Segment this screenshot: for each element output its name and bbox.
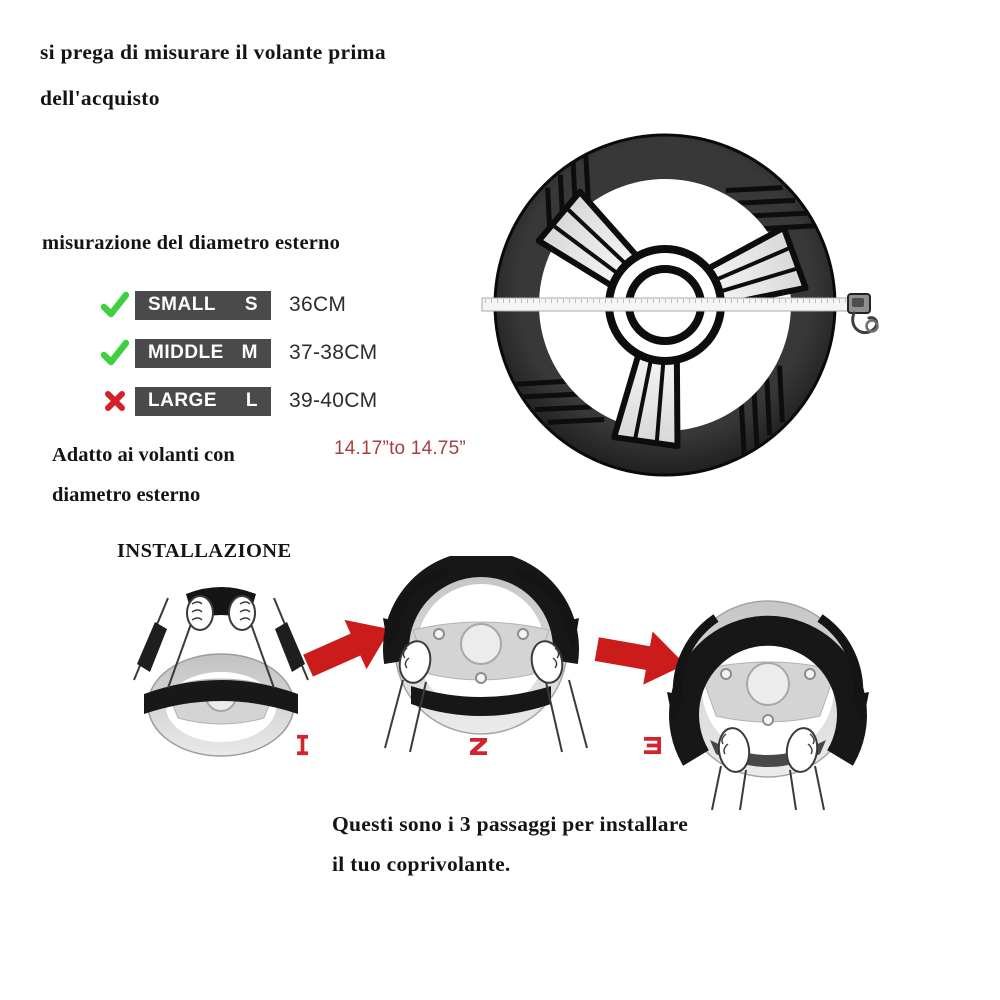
tape-end-clip-icon bbox=[848, 294, 878, 333]
install-step-2-illustration bbox=[383, 556, 589, 761]
caption-line2: il tuo coprivolante. bbox=[332, 852, 511, 876]
measuring-tape bbox=[482, 298, 850, 311]
sizing-title: misurazione del diametro esterno bbox=[42, 232, 341, 254]
size-range-large: 39-40CM bbox=[289, 389, 378, 412]
fit-note-line2: diametro esterno bbox=[52, 484, 201, 506]
size-letter: M bbox=[241, 342, 258, 363]
size-label: MIDDLE bbox=[148, 342, 224, 363]
size-badge-large bbox=[135, 387, 271, 416]
intro-text-line2: dell'acquisto bbox=[40, 86, 160, 110]
size-badge-small bbox=[135, 291, 271, 320]
steering-wheel-illustration bbox=[476, 110, 891, 500]
size-range-small: 36CM bbox=[289, 293, 347, 316]
hub-boss bbox=[747, 663, 789, 705]
check-icon bbox=[100, 290, 130, 320]
fit-note-line1: Adatto ai volanti con bbox=[52, 444, 235, 466]
step-number-1 bbox=[296, 734, 309, 756]
size-label: SMALL bbox=[148, 294, 216, 315]
x-mark-icon bbox=[100, 386, 130, 416]
size-row-large bbox=[100, 386, 377, 416]
size-range-middle: 37-38CM bbox=[289, 341, 378, 364]
size-table bbox=[100, 290, 377, 416]
size-row-middle bbox=[100, 338, 377, 368]
hub-boss bbox=[461, 624, 501, 664]
size-row-small bbox=[100, 290, 377, 320]
size-letter: L bbox=[245, 390, 258, 411]
size-letter: S bbox=[244, 294, 258, 315]
check-icon bbox=[100, 338, 130, 368]
installation-title: INSTALLAZIONE bbox=[117, 540, 292, 562]
install-step-3-illustration bbox=[648, 592, 898, 810]
step-number-2 bbox=[468, 737, 489, 756]
intro-text-line1: si prega di misurare il volante prima bbox=[40, 40, 386, 64]
inch-range-text: 14.17”to 14.75” bbox=[334, 438, 466, 459]
size-badge-middle bbox=[135, 339, 271, 368]
caption-line1: Questi sono i 3 passaggi per installare bbox=[332, 812, 689, 836]
step-number-3 bbox=[642, 736, 663, 755]
size-label: LARGE bbox=[148, 390, 217, 411]
install-step-1-illustration bbox=[128, 578, 314, 773]
